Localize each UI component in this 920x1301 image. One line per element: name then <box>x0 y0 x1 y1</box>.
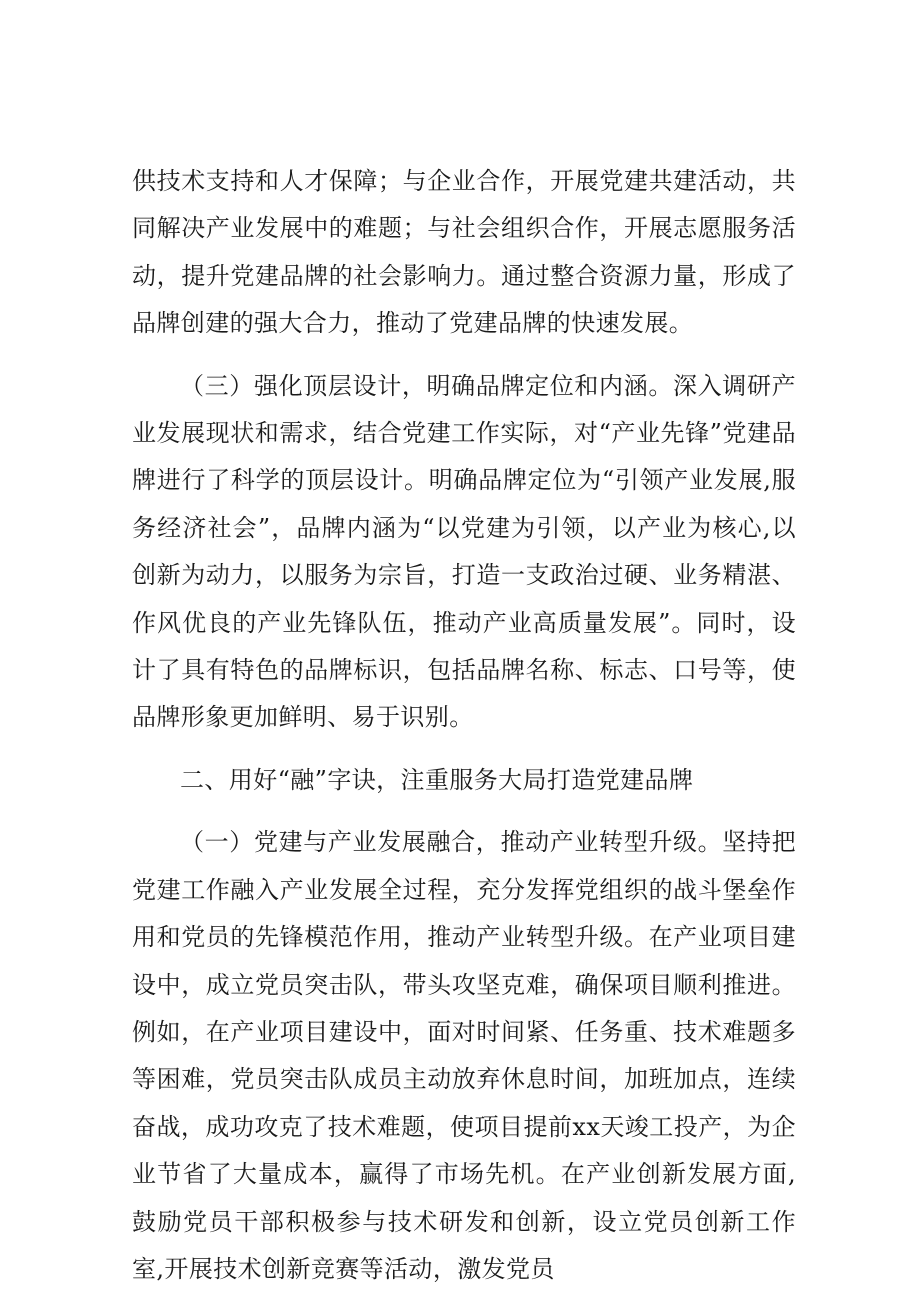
section-heading-integration: 二、用好“融”字诀，注重服务大局打造党建品牌 <box>180 765 694 794</box>
paragraph-top-level-design: （三）强化顶层设计，明确品牌定位和内涵。深入调研产业发展现状和需求，结合党建工作实际，对“产业先锋”党建品牌进行了科学的顶层设计。明确品牌定位为“引领产业发展,服务经济社会”，品牌内涵为“以党建为引领，以产业为核心,以创新为动力，以服务为宗旨，打造一支政治过硬、业务精湛、作风优良的产业先锋队伍，推动产业高质量发展”。同时，设计了具有特色的品牌标识，包括品牌名称、标志、口号等，使品牌形象更加鲜明、易于识别。 <box>132 371 796 732</box>
paragraph-industry-integration: （一）党建与产业发展融合，推动产业转型升级。坚持把党建工作融入产业发展全过程，充分发挥党组织的战斗堡垒作用和党员的先锋模范作用，推动产业转型升级。在产业项目建设中，成立党员突击队，带头攻坚克难，确保项目顺利推进。例如，在产业项目建设中，面对时间紧、任务重、技术难题多等困难，党员突击队成员主动放弃休息时间，加班加点，连续奋战，成功攻克了技术难题，使项目提前xx天竣工投产，为企业节省了大量成本，赢得了市场先机。在产业创新发展方面,鼓励党员干部积极参与技术研发和创新，设立党员创新工作室,开展技术创新竞赛等活动，激发党员 <box>132 828 796 1283</box>
paragraph-continuation: 供技术支持和人才保障；与企业合作，开展党建共建活动，共同解决产业发展中的难题；与社会组织合作，开展志愿服务活动，提升党建品牌的社会影响力。通过整合资源力量，形成了品牌创建的强大合力，推动了党建品牌的快速发展。 <box>132 167 796 338</box>
document-body <box>132 158 796 1293</box>
